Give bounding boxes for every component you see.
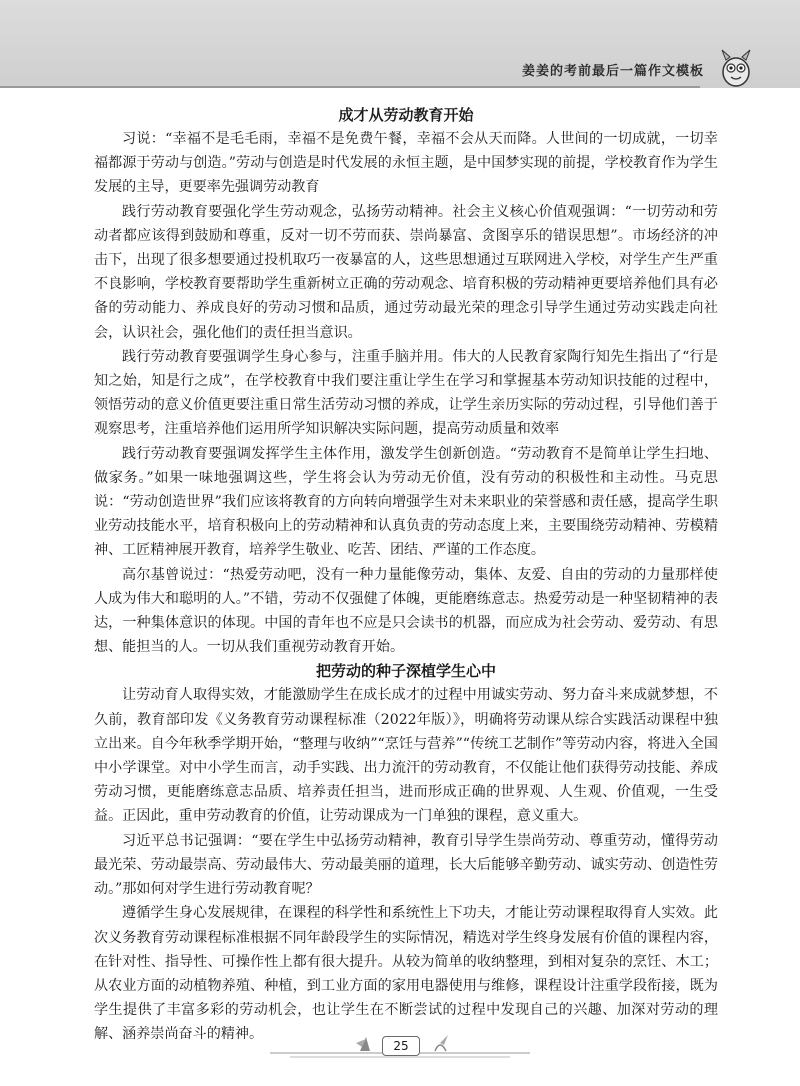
header-divider	[0, 86, 700, 88]
paragraph: 践行劳动教育要强调发挥学生主体作用，激发学生创新创造。“劳动教育不是简单让学生扫地、做家务。”如果一味地强调这些，学生将会认为劳动无价值，没有劳动的积极性和主动性。马克思说：“劳动创造世界”我们应该将教育的方向转向增强学生对未来职业的荣誉感和责任感，提高学生职业劳动技能水平，培育积极向上的劳动精神和认真负责的劳动态度上来，主要围绕劳动精神、劳模精神、工匠精神展开教育，培养学生敬业、吃苦、团结、严谨的工作态度。	[94, 445, 718, 559]
paragraph: 习近平总书记强调：“要在学生中弘扬劳动精神，教育引导学生崇尚劳动、尊重劳动，懂得劳动最光荣、劳动最崇高、劳动最伟大、劳动最美丽的道理，长大后能够辛勤劳动、诚实劳动、创造性劳动。”那如何对学生进行劳动教育呢？	[94, 832, 718, 898]
paragraph: 高尔基曾说过：“热爱劳动吧，没有一种力量能像劳动，集体、友爱、自由的劳动的力量那样使人成为伟大和聪明的人。”不错，劳动不仅强健了体魄，更能磨练意志。热爱劳动是一种坚韧精神的表达，一种集体意识的体现。中国的青年也不应是只会读书的机器，而应成为社会劳动、爱劳动、有思想、能担当的人。一切从我们重视劳动教育开始。	[94, 566, 718, 656]
page-number: 25	[382, 1036, 420, 1056]
section-title: 把劳动的种子深植学生心中	[315, 662, 496, 681]
paragraph: 践行劳动教育要强化学生劳动观念，弘扬劳动精神。社会主义核心价值观强调：“一切劳动和劳动者都应该得到鼓励和尊重，反对一切不劳而获、崇尚暴富、贪图享乐的错误思想”。市场经济的冲击下，出现了很多想要通过投机取巧一夜暴富的人，这些思想通过互联网进入学校，对学生产生严重不良影响，学校教育要帮助学生重新树立正确的劳动观念、培育积极的劳动精神更要培养他们具有必备的劳动能力、养成良好的劳动习惯和品质，通过劳动最光荣的理念引导学生通过劳动实践走向社会，认识社会，强化他们的责任担当意识。	[94, 203, 718, 341]
cartoon-mascot-icon	[712, 44, 760, 92]
paragraph: 习说：“幸福不是毛毛雨，幸福不是免费午餐，幸福不会从天而降。人世间的一切成就，一切幸福都源于劳动与创造。”劳动与创造是时代发展的永恒主题，是中国梦实现的前提，学校教育作为学生发展的主导，更要率先强调劳动教育	[94, 131, 718, 196]
section-title: 成才从劳动教育开始	[338, 106, 474, 124]
paragraph: 践行劳动教育要强调学生身心参与，注重手脑并用。伟大的人民教育家陶行知先生指出了“行是知之始，知是行之成”，在学校教育中我们要注重让学生在学习和掌握基本劳动知识技能的过程中，领悟劳动的意义价值更要注重日常生活劳动习惯的养成，让学生亲历实际的劳动过程，引导他们善于观察思考，注重培养他们运用所学知识解决实际问题，提高劳动质量和效率	[94, 348, 718, 438]
article-body	[94, 103, 718, 1047]
paragraph: 让劳动育人取得实效，才能激励学生在成长成才的过程中用诚实劳动、努力奋斗来成就梦想，不久前，教育部印发《义务教育劳动课程标准（2022年版）》，明确将劳动课从综合实践活动课程中独立出来。自今年秋季学期开始，“整理与收纳”“烹饪与营养”“传统工艺制作”等劳动内容，将进入全国中小学课堂。对中小学生而言，动手实践、出力流汗的劳动教育，不仅能让他们获得劳动技能、养成劳动习惯，更能磨练意志品质、培养责任担当，进而形成正确的世界观、人生观、价值观，一生受益。正因此，重申劳动教育的价值，让劳动课成为一门单独的课程，意义重大。	[94, 687, 718, 825]
paragraph: 遵循学生身心发展规律，在课程的科学性和系统性上下功夫，才能让劳动课程取得育人实效。此次义务教育劳动课程标准根据不同年龄段学生的实际情况，精选对学生终身发展有价值的课程内容，在针对性、指导性、可操作性上都有很大提升。从较为简单的收纳整理，到相对复杂的烹饪、木工；从农业方面的动植物养殖、种植，到工业方面的家用电器使用与维修，课程设计注重学段衔接，既为学生提供了丰富多彩的劳动机会，也让学生在不断尝试的过程中发现自己的兴趣、加深对劳动的理解、涵养崇尚奋斗的精神。	[94, 905, 718, 1043]
header-title: 姜姜的考前最后一篇作文模板	[521, 64, 704, 79]
